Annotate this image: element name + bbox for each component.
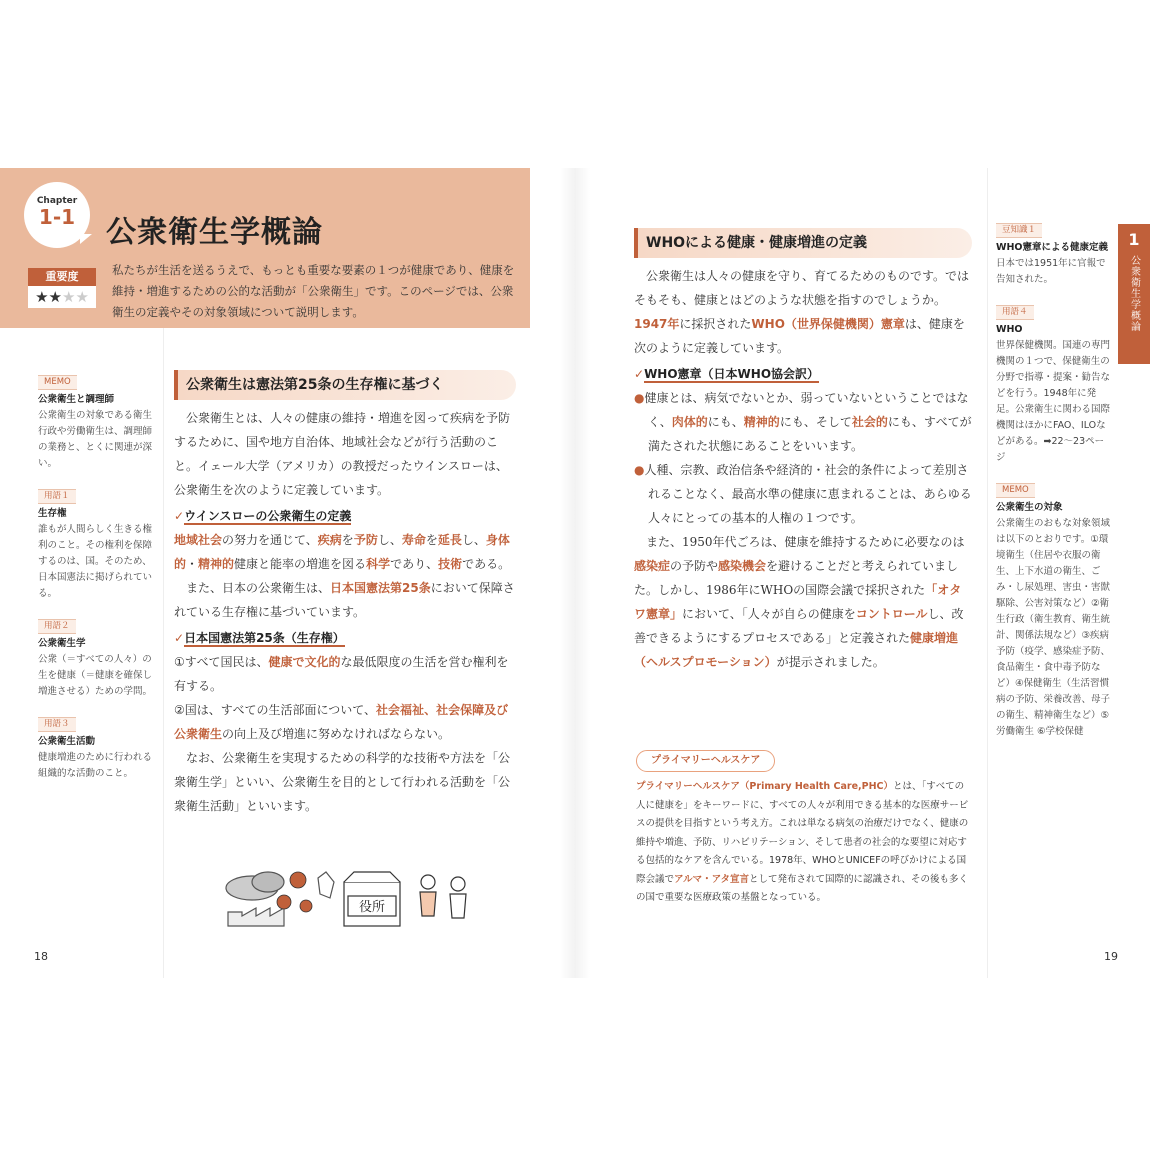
text-run: また、1950年代ごろは、健康を維持するために必要なのは	[646, 535, 965, 549]
text-run: として発布されて国際的に認識され、その後も多くの国で重要な医療政策の基盤となっている。	[636, 873, 969, 903]
page-title: 公衆衛生学概論	[106, 215, 323, 250]
paragraph	[174, 576, 516, 624]
check-icon: ✓	[634, 367, 645, 381]
keyword: 延長	[437, 533, 462, 547]
right-main-column	[634, 228, 972, 674]
text-run: であり、	[390, 557, 439, 571]
chapter-tab-label: 公衆衛生学概論	[1128, 255, 1140, 332]
badge-tail	[80, 234, 92, 244]
chapter-number: 1-1	[38, 205, 76, 229]
keyword: 身体的	[174, 533, 510, 571]
note-term: 公衆衛生活動	[38, 736, 96, 747]
text-run: 公衆衛生は人々の健康を守り、育てるためのものです。ではそもそも、健康とはどのような状態を指すのでしょうか。	[634, 269, 970, 307]
note-tag: 用語２	[38, 619, 76, 634]
keyword: 精神的	[743, 415, 780, 429]
keyword: 「オタワ憲章」	[634, 583, 962, 621]
office-building-icon	[344, 872, 400, 926]
note-tag: 用語３	[38, 717, 76, 732]
sidebar-note	[996, 304, 1112, 466]
keyword: 予防	[353, 533, 378, 547]
section-heading	[634, 228, 972, 258]
text-run: 人種、宗教、政治信条や経済的・社会的条件によって差別されることなく、最高水準の健康に恵まれることは、あらゆる人々にとっての基本的人権の１つです。	[644, 463, 972, 525]
star-filled-icon: ★★	[35, 288, 62, 306]
keyword: 感染機会	[718, 559, 767, 573]
sidebar-note	[38, 618, 154, 700]
note-tag: MEMO	[38, 375, 77, 390]
left-sidebar	[38, 374, 154, 798]
subheading	[174, 504, 516, 528]
text-run: 健康とは、病気でないとか、弱っていないということではなく、	[644, 391, 969, 429]
article-clause	[174, 698, 516, 746]
section-title: WHOによる健康・健康増進の定義	[646, 235, 868, 251]
note-term: 生存権	[38, 508, 67, 519]
government-office-illustration	[222, 868, 482, 930]
note-tag: 用語４	[996, 305, 1034, 320]
paragraph	[634, 264, 972, 360]
text-run: を	[341, 533, 354, 547]
people-icon	[420, 875, 466, 918]
keyword: 地域社会	[174, 533, 223, 547]
factory-icon	[226, 872, 284, 926]
importance-label: 重要度	[28, 268, 96, 286]
text-run: し、	[461, 533, 486, 547]
text-run: を避けることだと考えられていました。しかし、1986年にWHOの国際会議で採択された	[634, 559, 959, 597]
sidebar-note	[996, 222, 1112, 288]
keyword: 健康で文化的	[268, 655, 341, 669]
text-run: にも、	[707, 415, 744, 429]
keyword: 社会福祉	[376, 703, 425, 717]
chapter-tab	[1118, 224, 1150, 364]
check-icon: ✓	[174, 631, 185, 645]
text-run: とは、「すべての人に健康を」をキーワードに、すべての人々が利用できる基本的な医療サービスの提供を目指すという考え方。これは単なる病気の治療だけでなく、健康の維持や増進、予防、リハビリテーション、そして患者の社会的な要望に対応する包括的なケアを含んでいる。1978年、WHOとUNICEFの呼びかけによる国際会議で	[636, 781, 969, 885]
text-run: が提示されました。	[776, 655, 885, 669]
note-term: 公衆衛生の対象	[996, 502, 1063, 513]
bullet-icon: ●	[634, 463, 645, 477]
importance-rating	[28, 268, 96, 308]
page-number-left: 18	[34, 950, 48, 963]
keyword: 精神的	[198, 557, 235, 571]
note-term: 公衆衛生と調理師	[38, 394, 115, 405]
note-body: 誰もが人間らしく生きる権利のこと。その権利を保障するのは、国。そのため、日本国憲法に掲げられている。	[38, 524, 153, 599]
subheading-text: （生存権）	[284, 631, 345, 645]
note-body: 公衆衛生の対象である衛生行政や労働衛生は、調理師の業務と、とくに関連が深い。	[38, 410, 153, 469]
subheading-text: ウインスローの公衆衛生の定義	[184, 509, 352, 523]
text-run: の向上及び増進に努めなければならない。	[222, 727, 451, 741]
note-body: 日本では1951年に官報で告知された。	[996, 258, 1106, 285]
text-run: ①すべて国民は、	[174, 655, 269, 669]
right-margin-rule	[987, 168, 988, 978]
keyword: 疾病	[317, 533, 342, 547]
keyword: 肉体的	[671, 415, 708, 429]
subheading-text: WHO憲章（日本WHO協会訳）	[644, 367, 820, 381]
note-body: 健康増進のために行われる組織的な活動のこと。	[38, 752, 153, 779]
text-run: の予防や	[670, 559, 719, 573]
note-term: WHO憲章による健康定義	[996, 242, 1109, 253]
text-run: また、日本の公衆衛生は、	[186, 581, 331, 595]
keyword: 健康増進（ヘルスプロモーション）	[634, 631, 959, 669]
section-title: 公衆衛生は憲法第25条の生存権に基づく	[186, 377, 444, 393]
keyword: 寿命	[401, 533, 426, 547]
keyword: 日本国憲法第25条	[330, 581, 431, 595]
text-run: な最低限度の生活を営む権利を有する。	[174, 655, 509, 693]
sidebar-note	[38, 488, 154, 602]
chapter-tab-number: 1	[1128, 230, 1140, 249]
note-term: 公衆衛生学	[38, 638, 86, 649]
note-tag: 豆知識１	[996, 223, 1042, 238]
text-run: にも、そして	[779, 415, 852, 429]
keyword: 社会保障及び公衆衛生	[174, 703, 509, 741]
office-sign: 役所	[358, 900, 386, 915]
sidebar-note	[996, 482, 1112, 740]
book-gutter	[560, 168, 590, 978]
paragraph	[634, 530, 972, 674]
paragraph: 公衆衛生とは、人々の健康の維持・増進を図って疾病を予防するために、国や地方自治体、地域社会などが行う活動のこと。イェール大学（アメリカ）の教授だったウインスローは、公衆衛生を次のように定義しています。	[174, 411, 511, 497]
text-run: である。	[462, 557, 511, 571]
article-clause	[174, 650, 516, 698]
text-run: において保障されている生存権に基づいています。	[174, 581, 515, 619]
right-sidebar	[996, 222, 1112, 756]
note-body: 公衆（＝すべての人々）の生を健康（＝健康を確保し増進させる）ための学問。	[38, 654, 153, 697]
page-number-right: 19	[1104, 950, 1118, 963]
note-tag: MEMO	[996, 483, 1035, 498]
intro-text: 私たちが生活を送るうえで、もっとも重要な要素の１つが健康であり、健康を維持・増進するための公的な活動が「公衆衛生」です。このページでは、公衆衛生の定義やその対象領域について説明します。	[112, 263, 515, 319]
bullet-item	[634, 458, 972, 530]
keyword: 社会的	[851, 415, 888, 429]
text-run: し、	[377, 533, 402, 547]
importance-stars	[28, 286, 96, 308]
sidebar-note	[38, 374, 154, 472]
bullet-item	[634, 386, 972, 458]
keyword: 、	[424, 703, 437, 717]
section-heading	[174, 370, 516, 400]
text-run: し、改善できるようにするプロセスである」と定義された	[634, 607, 964, 645]
keyword: プライマリーヘルスケア（Primary Health Care,PHC）	[636, 781, 894, 792]
text-run: にも、すべてが満たされた状態にあることをいいます。	[648, 415, 972, 453]
note-term: WHO	[996, 324, 1023, 335]
note-body: 公衆衛生のおもな対象領域は以下のとおりです。①環境衛生（住居や衣服の衛生、上下水道の衛生、ごみ・し尿処理、害虫・害獣駆除、公害対策など）②衛生行政（衛生教育、衛生統計、関係法規など）③疾病予防（疫学、感染症予防、食品衛生・食中毒予防など）④保健衛生（生活習慣病の予防、栄養改善、母子の衛生、精神衛生など）⑤労働衛生 ⑥学校保健	[996, 518, 1111, 737]
phc-body	[636, 778, 970, 908]
stop-hand-icon	[318, 872, 334, 898]
subheading	[634, 362, 972, 386]
keyword: 感染症	[634, 559, 671, 573]
keyword: 科学	[366, 557, 391, 571]
keyword: 技術	[438, 557, 463, 571]
star-empty-icon: ★★	[62, 288, 89, 306]
subheading-text: 日本国憲法第25条	[184, 631, 285, 645]
phc-heading: プライマリーヘルスケア	[636, 750, 775, 772]
subheading	[174, 626, 516, 650]
text-run: ②国は、すべての生活部面について、	[174, 703, 377, 717]
note-body: 世界保健機関。国連の専門機関の１つで、保健衛生の分野で指導・提案・勧告などを行う。1948年に発足。公衆衛生に関わる国際機関はほかにFAO、ILOなどがある。➡22〜23ページ	[996, 340, 1111, 463]
bullet-icon: ●	[634, 391, 645, 405]
keyword: アルマ・アタ宣言	[674, 873, 749, 885]
paragraph: なお、公衆衛生を実現するための科学的な技術や方法を「公衆衛生学」といい、公衆衛生を目的として行われる活動を「公衆衛生活動」といいます。	[174, 751, 511, 813]
text-run: において、「人々が自らの健康を	[682, 607, 856, 621]
left-main-column	[174, 370, 516, 818]
keyword: コントロール	[855, 607, 928, 621]
sidebar-note	[38, 716, 154, 782]
text-run: の努力を通じて、	[222, 533, 318, 547]
text-run: 健康と能率の増進を図る	[234, 557, 367, 571]
check-icon: ✓	[174, 509, 185, 523]
keyword: 1947年	[634, 317, 680, 331]
definition-text	[174, 528, 516, 576]
text-run: ・	[186, 557, 199, 571]
note-tag: 用語１	[38, 489, 76, 504]
chapter-word: Chapter	[36, 196, 78, 206]
keyword: WHO（世界保健機関）憲章	[751, 317, 905, 331]
text-run: に採択された	[679, 317, 752, 331]
text-run: を	[425, 533, 438, 547]
text-run: は、健康を次のように定義しています。	[634, 317, 965, 355]
